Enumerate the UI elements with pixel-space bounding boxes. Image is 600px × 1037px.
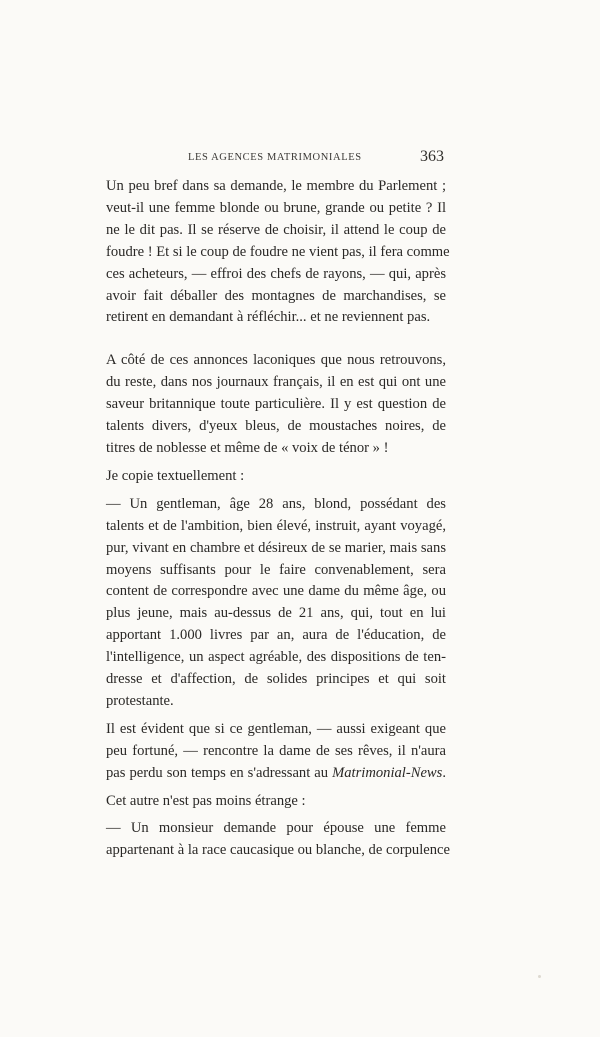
page-number: 363 [420, 148, 444, 165]
text-line: avoir fait déballer des montagnes de marchandises, se [106, 287, 446, 304]
text-line: A côté de ces annonces laconiques que nous retrouvons, [106, 352, 446, 369]
running-head [106, 148, 446, 170]
text-line: Il est évident que si ce gentleman, — aussi exigeant que [106, 720, 446, 737]
paper-speck [538, 975, 541, 978]
text-segment: pas perdu son temps en s'adressant au [106, 764, 333, 781]
text-line: moyens suffisants pour le faire convenablement, sera [106, 561, 446, 578]
text-line: protestante. [106, 692, 174, 709]
paragraph-6 [106, 791, 446, 813]
running-title: LES AGENCES MATRIMONIALES [188, 152, 362, 163]
text-line: — Un gentleman, âge 28 ans, blond, possédant des [106, 495, 446, 512]
journal-title: Matrimonial-News [332, 764, 443, 781]
text-line: apportant 1.000 livres par an, aura de l'éducation, de [106, 627, 446, 644]
text-line: appartenant à la race caucasique ou blanche, de corpulence [106, 842, 450, 859]
text-line: — Un monsieur demande pour épouse une femme [106, 820, 446, 837]
paragraph-1 [106, 176, 450, 329]
paragraph-4 [106, 494, 446, 713]
text-line: peu fortuné, — rencontre la dame de ses rêves, il n'aura [106, 742, 446, 759]
text-line: content de correspondre avec une dame du même âge, ou [106, 583, 446, 600]
paragraph-2 [106, 350, 446, 460]
text-line: l'intelligence, un aspect agréable, des dispositions de ten- [106, 649, 446, 666]
text-line: pur, vivant en chambre et désireux de se marier, mais sans [106, 539, 446, 556]
text-line: talents et de l'ambition, bien élevé, instruit, ayant voyagé, [106, 517, 446, 534]
text-line: foudre ! Et si le coup de foudre ne vient pas, il fera comme [106, 243, 450, 260]
text-line: Cet autre n'est pas moins étrange : [106, 792, 306, 809]
paragraph-5 [106, 719, 446, 785]
paragraph-7 [106, 818, 450, 862]
text-line: Un peu bref dans sa demande, le membre du Parlement ; [106, 178, 446, 194]
text-line-with-italic [106, 763, 446, 785]
text-line: saveur britannique toute particulière. Il y est question de [106, 396, 446, 413]
text-line: titres de noblesse et même de « voix de ténor » ! [106, 439, 389, 456]
text-line: Je copie textuellement : [106, 467, 245, 484]
body-text [106, 176, 450, 862]
text-line: dresse et d'affection, de solides principes et qui soit [106, 671, 446, 688]
paragraph-3 [106, 466, 446, 488]
text-line: talents divers, d'yeux bleus, de moustaches noires, de [106, 418, 446, 435]
text-line: retirent en demandant à réfléchir... et ne reviennent pas. [106, 309, 431, 326]
text-line: du reste, dans nos journaux français, il en est qui ont une [106, 374, 446, 391]
text-line: plus jeune, mais au-dessus de 21 ans, qui, tout en lui [106, 605, 446, 622]
text-line: veut-il une femme blonde ou brune, grande ou petite ? Il [106, 199, 446, 216]
text-line: ne le dit pas. Il se réserve de choisir, il attend le coup de [106, 221, 446, 238]
text-line: ces acheteurs, — effroi des chefs de rayons, — qui, après [106, 265, 446, 282]
text-segment: . [442, 764, 446, 781]
